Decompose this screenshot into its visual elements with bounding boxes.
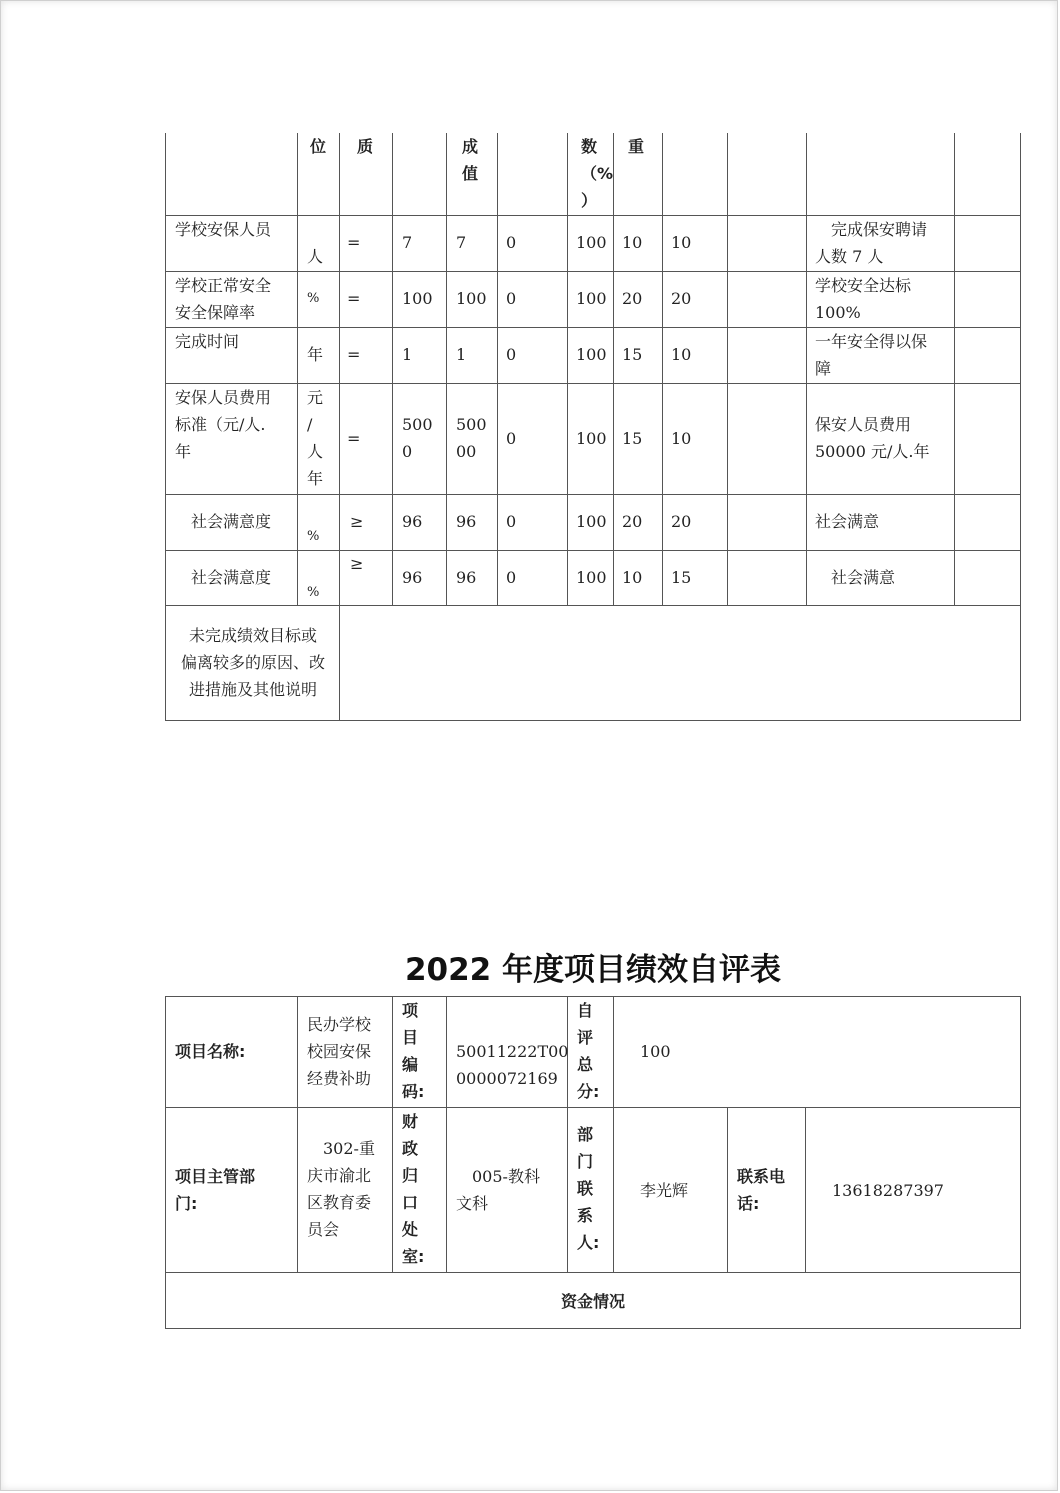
- row5-dev: 0: [506, 512, 517, 531]
- row5-weight: 20: [622, 512, 643, 531]
- project-code: 50011222T00 0000072169: [456, 1042, 569, 1088]
- page-title: 2022 年度项目绩效自评表: [404, 952, 782, 988]
- self-score: 100: [640, 1042, 671, 1061]
- row6-op: ≥: [350, 554, 364, 573]
- row1-weight: 10: [622, 233, 643, 252]
- funds-section-label: 资金情况: [560, 1292, 625, 1311]
- project-code-label: 项 目 编 码:: [402, 1001, 425, 1101]
- row4-pct: 100: [576, 429, 607, 448]
- row6-unit: %: [307, 585, 320, 600]
- row2-weight: 20: [622, 289, 643, 308]
- row1-note: 完成保安聘请 人数 7 人: [815, 220, 928, 266]
- row5-target: 96: [402, 512, 423, 531]
- row4-op: =: [347, 429, 361, 448]
- row4-dev: 0: [506, 429, 517, 448]
- row2-target: 100: [402, 289, 433, 308]
- row6-note: 社会满意: [815, 568, 896, 587]
- finance-label: 财 政 归 口 处 室:: [402, 1112, 425, 1266]
- row4-target: 500 0: [402, 415, 433, 461]
- row6-dev: 0: [506, 568, 517, 587]
- row2-name: 学校正常安全 安全保障率: [175, 276, 272, 322]
- row4-note: 保安人员费用 50000 元/人.年: [815, 415, 930, 461]
- header-unit: 位: [310, 137, 327, 156]
- row1-op: =: [347, 233, 361, 252]
- header-nature: 质: [357, 137, 374, 156]
- self-score-label: 自 评 总 分:: [577, 1001, 600, 1101]
- row3-name: 完成时间: [175, 332, 240, 351]
- phone-number: 13618287397: [832, 1181, 944, 1200]
- row3-weight: 15: [622, 345, 643, 364]
- row3-score: 10: [671, 345, 692, 364]
- row5-name: 社会满意度: [175, 512, 272, 531]
- row4-actual: 500 00: [456, 415, 487, 461]
- row2-actual: 100: [456, 289, 487, 308]
- project-name: 民办学校 校园安保 经费补助: [307, 1015, 372, 1088]
- row2-dev: 0: [506, 289, 517, 308]
- row2-op: =: [347, 289, 361, 308]
- row4-unit: 元 / 人 年: [307, 388, 324, 488]
- dept: 302-重 庆市渝北 区教育委 员会: [307, 1139, 375, 1239]
- row1-actual: 7: [456, 233, 467, 252]
- row2-score: 20: [671, 289, 692, 308]
- row1-score: 10: [671, 233, 692, 252]
- row1-pct: 100: [576, 233, 607, 252]
- row3-op: =: [347, 345, 361, 364]
- row3-unit: 年: [307, 345, 324, 364]
- row3-dev: 0: [506, 345, 517, 364]
- row5-actual: 96: [456, 512, 477, 531]
- row4-score: 10: [671, 429, 692, 448]
- project-name-label: 项目名称:: [175, 1042, 246, 1061]
- row1-target: 7: [402, 233, 413, 252]
- row1-dev: 0: [506, 233, 517, 252]
- row5-note: 社会满意: [815, 512, 880, 531]
- row6-score: 15: [671, 568, 692, 587]
- header-weight: 重: [628, 137, 645, 156]
- row6-actual: 96: [456, 568, 477, 587]
- row5-score: 20: [671, 512, 692, 531]
- row2-pct: 100: [576, 289, 607, 308]
- row3-pct: 100: [576, 345, 607, 364]
- header-score: 数 （% ）: [581, 137, 614, 210]
- footer-label: 未完成绩效目标或 偏离较多的原因、改 进措施及其他说明: [180, 626, 325, 699]
- row5-unit: %: [307, 529, 320, 544]
- row1-name: 学校安保人员: [175, 220, 272, 239]
- contact-label: 部 门 联 系 人:: [577, 1125, 600, 1252]
- header-completion: 成 值: [462, 137, 479, 183]
- row6-pct: 100: [576, 568, 607, 587]
- row4-name: 安保人员费用 标准（元/人. 年: [175, 388, 272, 461]
- row6-target: 96: [402, 568, 423, 587]
- row6-weight: 10: [622, 568, 643, 587]
- row6-name: 社会满意度: [175, 568, 272, 587]
- contact-name: 李光辉: [640, 1181, 689, 1200]
- row3-note: 一年安全得以保 障: [815, 332, 928, 378]
- row5-pct: 100: [576, 512, 607, 531]
- row2-note: 学校安全达标 100%: [815, 276, 912, 322]
- row1-unit: 人: [307, 247, 324, 266]
- row3-actual: 1: [456, 345, 467, 364]
- row5-op: ≥: [350, 512, 364, 531]
- finance-office: 005-教科 文科: [456, 1167, 540, 1213]
- dept-label: 项目主管部 门:: [175, 1167, 256, 1213]
- row2-unit: %: [307, 291, 320, 306]
- row4-weight: 15: [622, 429, 643, 448]
- row3-target: 1: [402, 345, 413, 364]
- phone-label: 联系电 话:: [737, 1167, 786, 1213]
